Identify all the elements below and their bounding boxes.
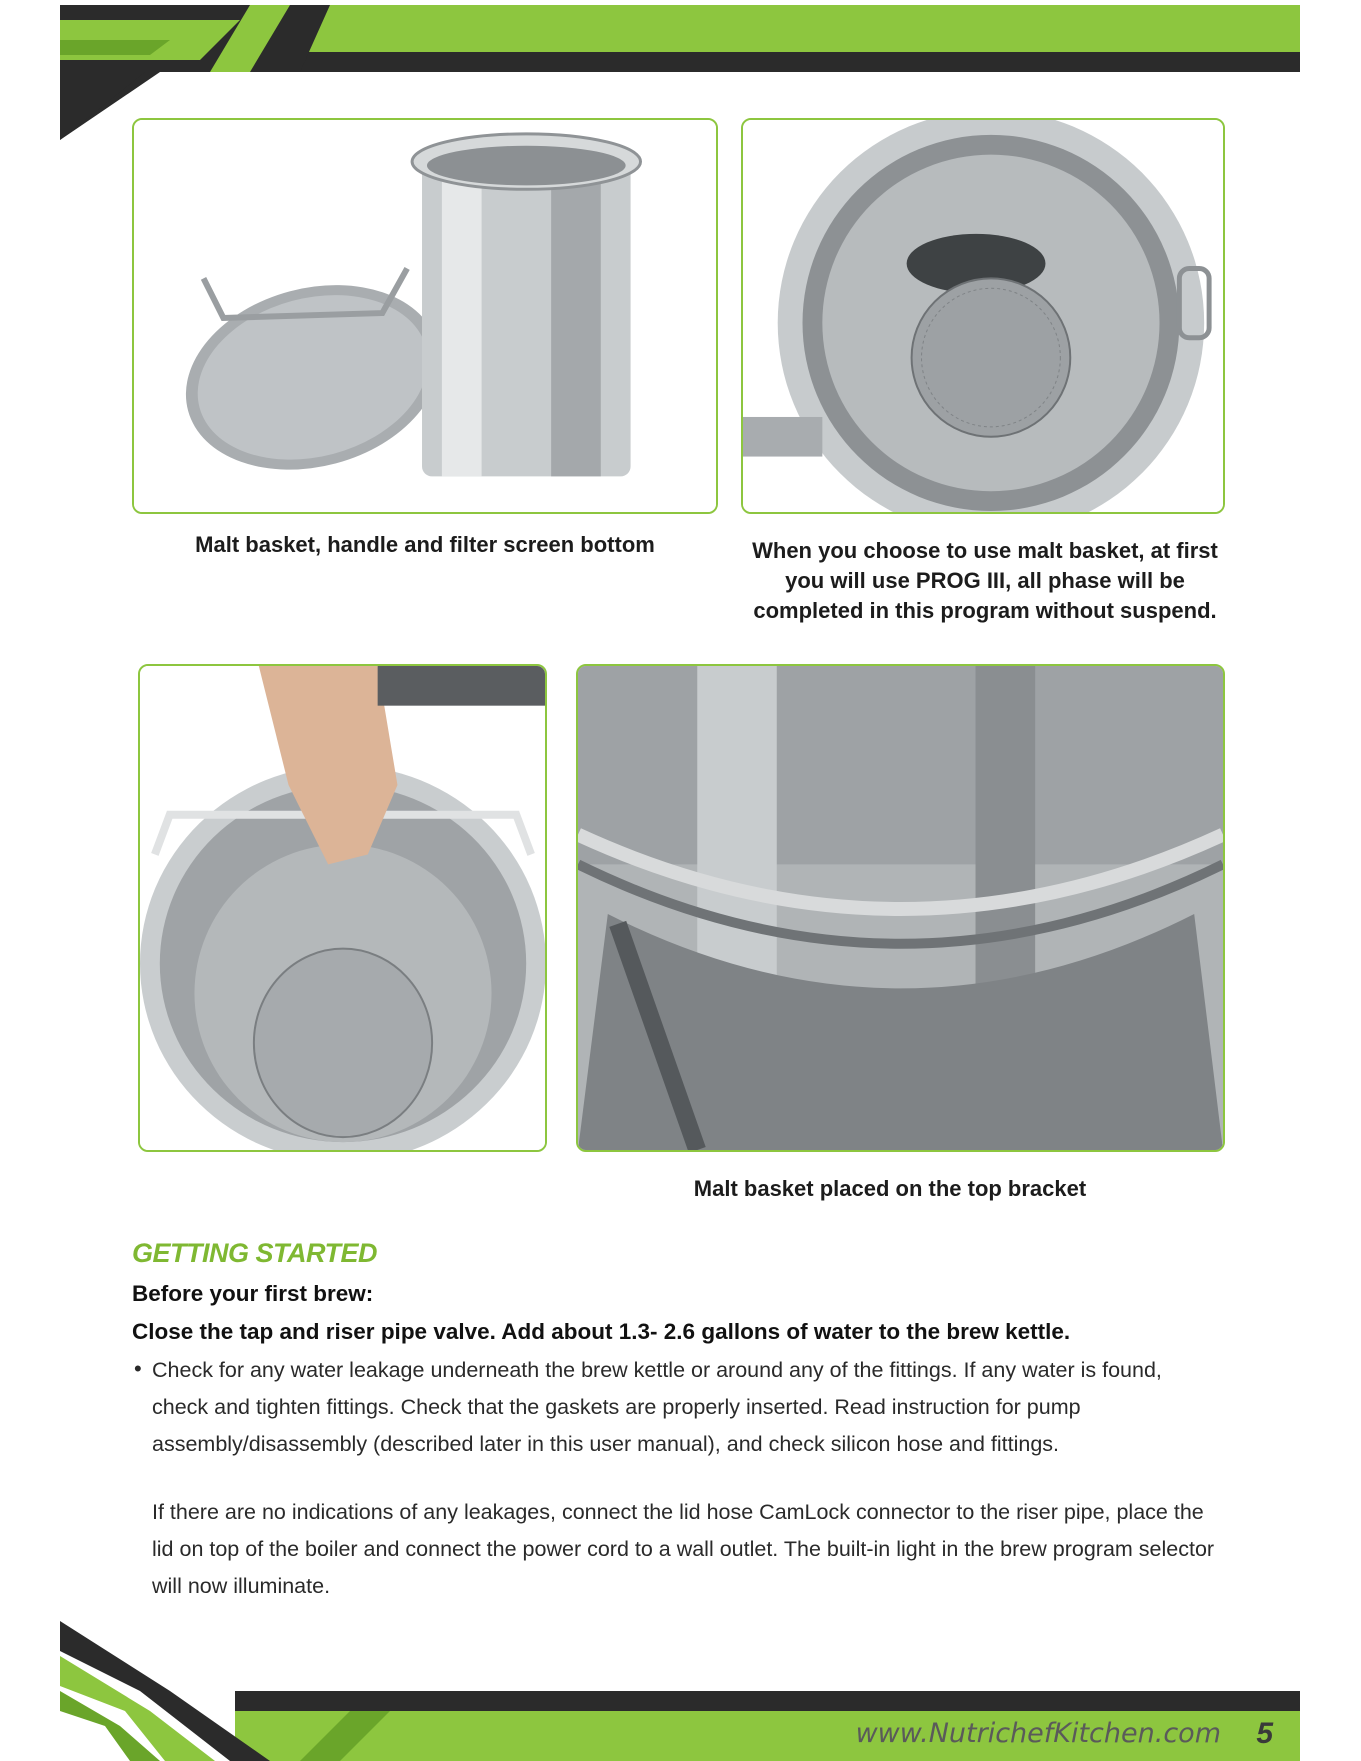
caption-prog-iii-note: When you choose to use malt basket, at first you will use PROG III, all phase will be completed in this program without suspend.	[752, 538, 1218, 623]
caption-malt-basket-parts: Malt basket, handle and filter screen bottom	[195, 532, 655, 557]
bullet-marker: •	[134, 1356, 142, 1381]
footer-website-url[interactable]: www.NutrichefKitchen.com	[855, 1718, 1221, 1749]
photo-hand-lifting-basket	[138, 664, 547, 1152]
paragraph-no-leakage: If there are no indications of any leakages, connect the lid hose CamLock connector to the riser pipe, place the lid on top of the boiler and connect the power cord to a wall outlet. The built-in light in the brew program selector will now illuminate.	[152, 1500, 1215, 1598]
instruction-close-tap: Close the tap and riser pipe valve. Add about 1.3- 2.6 gallons of water to the brew kettle.	[132, 1319, 1071, 1344]
photo-kettle-top-view	[741, 118, 1225, 514]
photo-malt-basket-parts	[132, 118, 718, 514]
section-heading: GETTING STARTED	[132, 1238, 378, 1268]
page-number: 5	[1256, 1717, 1273, 1750]
caption-basket-on-bracket: Malt basket placed on the top bracket	[693, 1176, 1087, 1201]
subheading-before-first-brew: Before your first brew:	[132, 1281, 374, 1306]
photo-basket-on-bracket	[576, 664, 1225, 1152]
bullet-leakage-check: Check for any water leakage underneath the brew kettle or around any of the fittings. If any water is found, check and tighten fittings. Check that the gaskets are properly inserted. Read instruction for pump assembly/disassembly (described later in this user manual), and check silicon hose and fittings.	[152, 1358, 1162, 1456]
